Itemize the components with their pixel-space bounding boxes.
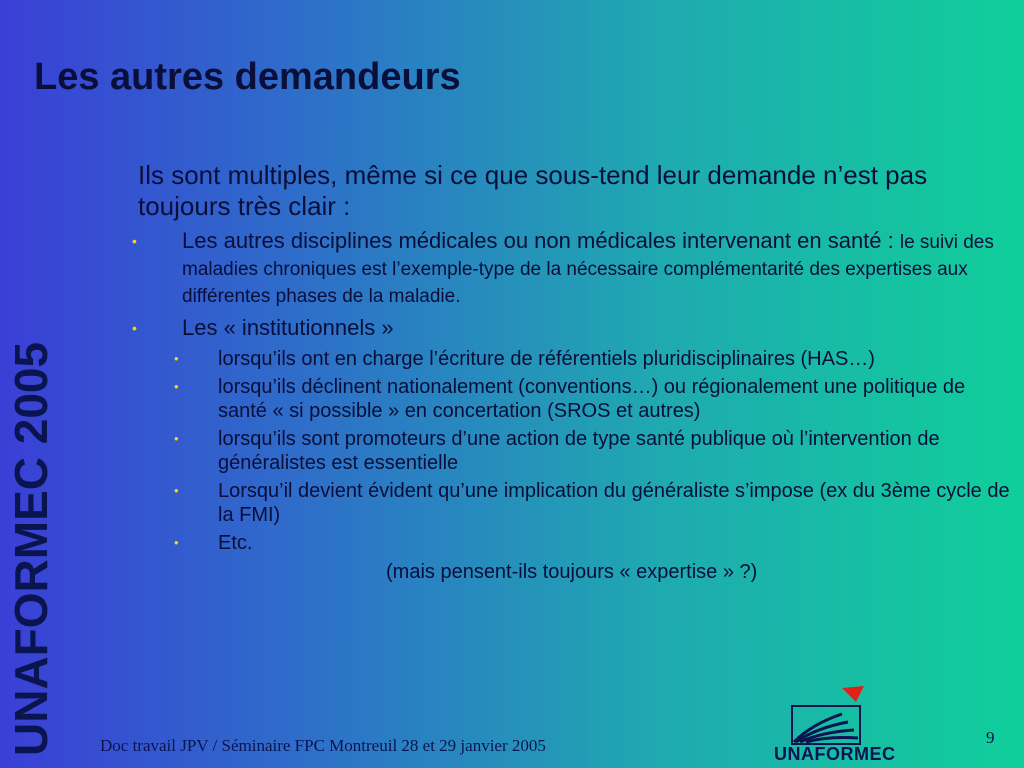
bullet-rest: le suivi des maladies chroniques est l’exemple-type de la nécessaire complémentarité des expertises aux différentes phases de la maladie. <box>182 232 994 307</box>
slide-title: Les autres demandeurs <box>34 56 461 98</box>
intro-text: Ils sont multiples, même si ce que sous-tend leur demande n’est pas toujours très clair : <box>138 160 928 221</box>
bullet-icon: • <box>174 351 179 366</box>
sub-bullet-item <box>130 347 1010 371</box>
side-brand-text: UNAFORMEC 2005 <box>5 341 57 756</box>
bullet-icon: • <box>174 379 179 394</box>
bullet-lead: Les « institutionnels » <box>182 315 394 340</box>
sub-bullet-item <box>130 375 1010 423</box>
sub-bullet-text: Lorsqu’il devient évident qu’une implication du généraliste s’impose (ex du 3ème cycle de la FMI) <box>218 480 1010 526</box>
bullet-lead: Les autres disciplines médicales ou non médicales intervenant en santé : <box>182 228 900 253</box>
bullet-icon: • <box>174 483 179 498</box>
footer-text: Doc travail JPV / Séminaire FPC Montreuil 28 et 29 janvier 2005 <box>100 736 546 755</box>
sub-bullet-item <box>130 479 1010 527</box>
side-brand <box>5 256 58 756</box>
bullet-icon: • <box>174 431 179 446</box>
sub-bullet-text: lorsqu’ils sont promoteurs d’une action de type santé publique où l’intervention de généralistes est essentielle <box>218 428 940 474</box>
bullet-icon: • <box>132 233 137 249</box>
bullet-item <box>130 315 1010 341</box>
bullet-icon: • <box>132 320 137 336</box>
closing-text: (mais pensent-ils toujours « expertise » ?) <box>386 561 758 583</box>
slide-content <box>130 160 1010 585</box>
sub-bullet-item <box>130 531 1010 555</box>
sub-bullet-text: lorsqu’ils déclinent nationalement (conventions…) ou régionalement une politique de santé « si possible » en concertation (SROS et autres) <box>218 376 966 422</box>
logo-text: UNAFORMEC <box>774 744 896 764</box>
page-number: 9 <box>986 728 995 747</box>
sub-bullet-item <box>130 427 1010 475</box>
sub-bullet-text: Etc. <box>218 532 253 554</box>
bullet-item <box>130 228 1010 309</box>
sub-bullet-text: lorsqu’ils ont en charge l’écriture de référentiels pluridisciplinaires (HAS…) <box>218 348 875 370</box>
bullet-icon: • <box>174 535 179 550</box>
